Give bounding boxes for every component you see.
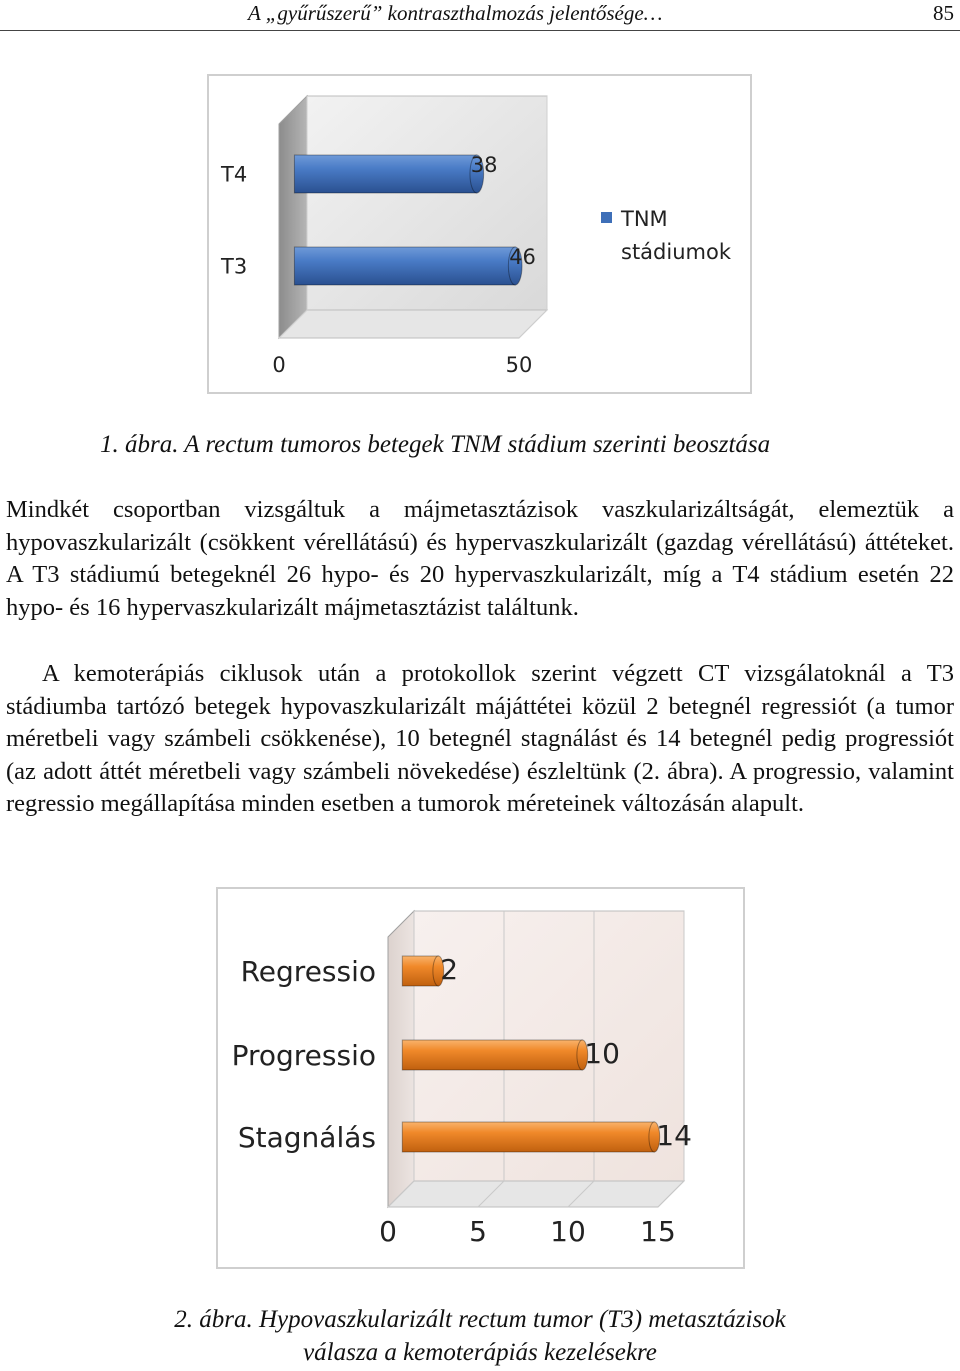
bar-t3 bbox=[294, 247, 515, 285]
chart-side-wall bbox=[279, 96, 307, 338]
x-tick-label: 5 bbox=[469, 1215, 487, 1248]
figure-2-caption-line-1: 2. ábra. Hypovaszkularizált rectum tumor (T3) metasztázisok bbox=[174, 1306, 786, 1333]
body-paragraph-1: Mindkét csoportban vizsgáltuk a májmetasztázisok vaszkularizáltságát, elemeztük a hypovaszkularizált (csökkent vérellátású) és hypervaszkularizált (gazdag vérellátású) áttéteket. A T3 stádiumú betegeknél 26 hypo- és 20 hypervaszkularizált, míg a T4 stádium esetén 22 hypo- és 16 hypervaszkularizált májmetasztázist találtunk. bbox=[6, 496, 954, 621]
figure-1-caption: 1. ábra. A rectum tumoros betegek TNM stádium szerinti beosztása bbox=[100, 431, 771, 458]
category-label-progressio: Progressio bbox=[231, 1038, 376, 1072]
data-label-t4: 38 bbox=[470, 153, 498, 177]
chart-floor bbox=[388, 1181, 684, 1207]
bar-stagnalas bbox=[402, 1122, 654, 1152]
bar-t4 bbox=[294, 155, 476, 193]
tnm-stage-bar-chart bbox=[209, 76, 750, 392]
x-tick-label: 0 bbox=[272, 353, 286, 377]
legend-label: TNM stádiumok bbox=[621, 207, 731, 264]
x-tick-label: 50 bbox=[505, 353, 533, 377]
x-tick-label: 0 bbox=[379, 1215, 397, 1248]
body-paragraph-2: A kemoterápiás ciklusok után a protokollok szerint végzett CT vizsgálatoknál a T3 stádiumba tartózó betegek hypovaszkularizált májáttétei közül 2 betegnél regressiót (a tumor méretbeli vagy számbeli csökkenése), 10 betegnél stagnálást és 14 betegnél pedig progressiót (az adott áttét méretbeli vagy számbeli növekedése) észleltünk (2. ábra). A progressio, valamint regressio megállapítása minden esetben a tumorok méreteinek változásán alapult. bbox=[6, 660, 954, 818]
page-number: 85 bbox=[933, 1, 954, 25]
category-label-t4: T4 bbox=[221, 162, 248, 187]
x-tick-label: 10 bbox=[550, 1215, 586, 1248]
data-label-regressio: 2 bbox=[440, 953, 459, 986]
category-label-regressio: Regressio bbox=[240, 954, 376, 988]
figure-2-caption-line-2: válasza a kemoterápiás kezelésekre bbox=[303, 1339, 657, 1366]
running-title: A „gyűrűszerű” kontraszthalmozás jelentősége… bbox=[248, 1, 663, 25]
figure-2-chart bbox=[216, 887, 745, 1269]
figure-1-chart bbox=[207, 74, 752, 394]
x-tick-label: 15 bbox=[640, 1215, 676, 1248]
data-label-t3: 46 bbox=[509, 245, 536, 269]
data-label-stagnalas: 14 bbox=[656, 1119, 692, 1152]
running-header bbox=[0, 0, 960, 31]
data-label-progressio: 10 bbox=[584, 1037, 620, 1070]
legend-swatch bbox=[601, 212, 612, 223]
category-label-t3: T3 bbox=[221, 254, 248, 279]
bar-progressio bbox=[402, 1040, 582, 1070]
figure-2-caption bbox=[0, 1303, 960, 1369]
chart-floor bbox=[279, 310, 547, 338]
category-label-stagnalas: Stagnálás bbox=[237, 1120, 376, 1154]
chemo-response-bar-chart bbox=[218, 889, 743, 1267]
